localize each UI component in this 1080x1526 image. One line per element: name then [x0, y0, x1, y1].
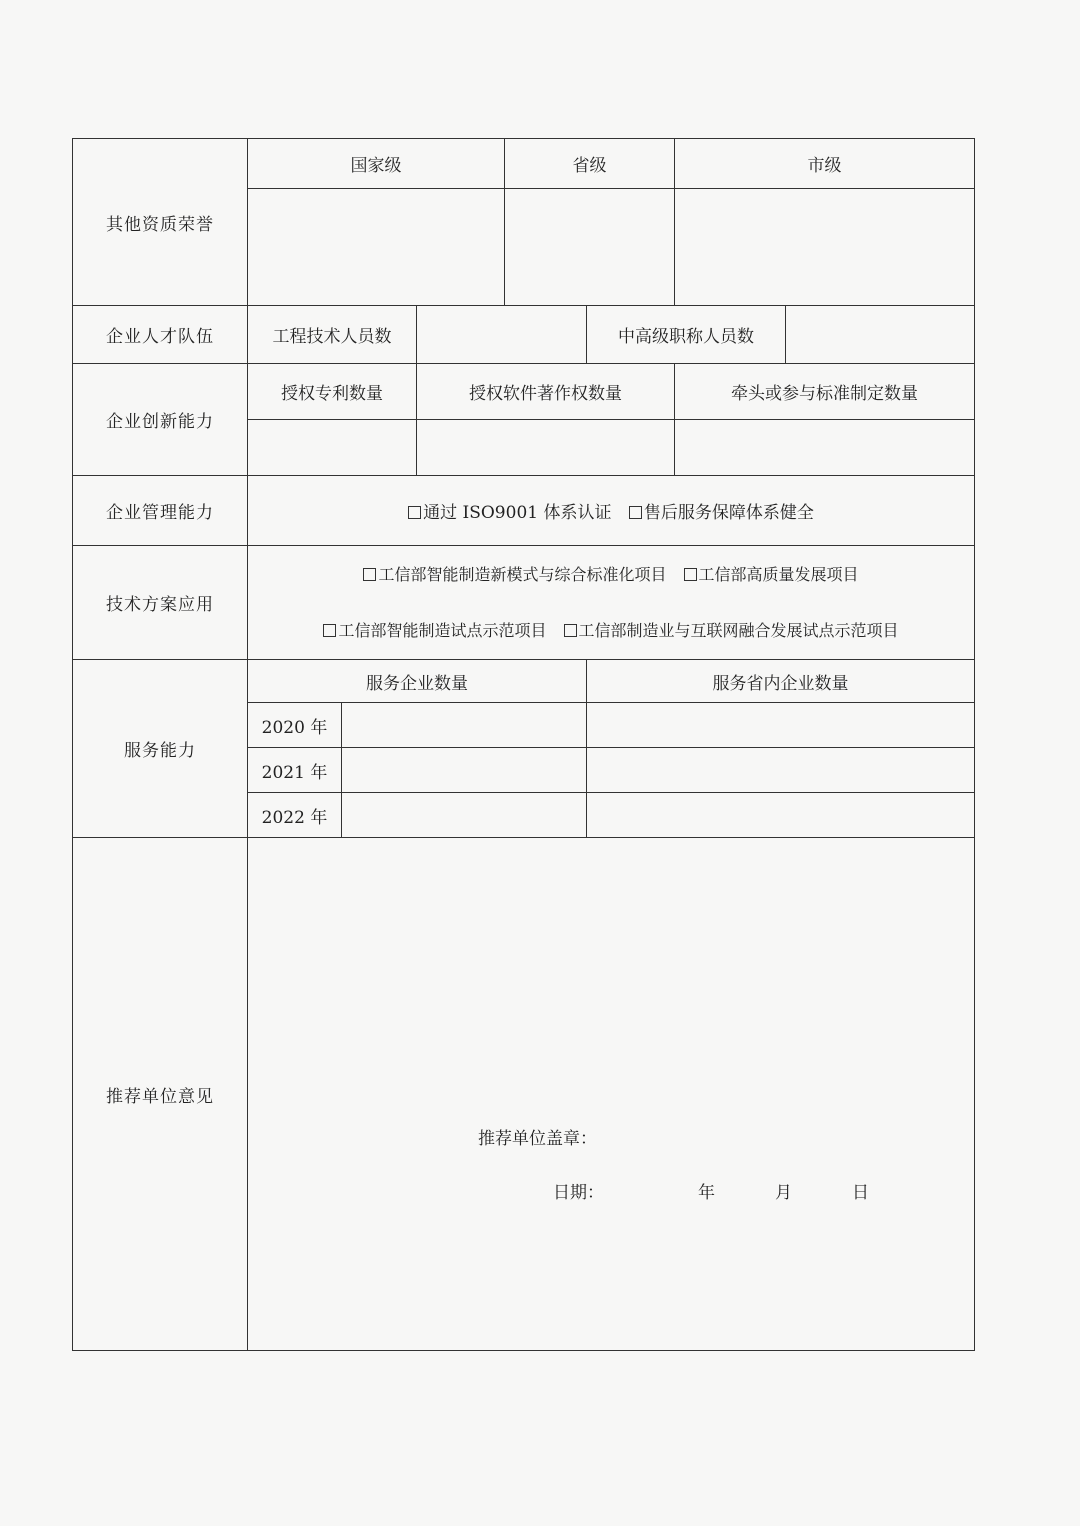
municipal-level-header: 市级	[675, 139, 975, 189]
checkbox-icon[interactable]	[408, 506, 421, 519]
talent-label: 企业人才队伍	[73, 306, 248, 364]
date-label: 日期：	[553, 1183, 604, 1203]
standards-value-cell[interactable]	[675, 420, 975, 476]
checkbox-icon[interactable]	[684, 568, 697, 581]
checkbox-icon[interactable]	[564, 624, 577, 637]
patents-value-cell[interactable]	[248, 420, 417, 476]
internet-integration-pilot-option[interactable]: 工信部制造业与互联网融合发展试点示范项目	[564, 621, 899, 640]
municipal-level-cell[interactable]	[675, 189, 975, 306]
provincial-count-2022-cell[interactable]	[587, 793, 975, 838]
recommendation-label: 推荐单位意见	[73, 838, 248, 1351]
patents-header: 授权专利数量	[248, 364, 417, 420]
innovation-label: 企业创新能力	[73, 364, 248, 476]
checkbox-icon[interactable]	[629, 506, 642, 519]
application-form-table	[72, 138, 975, 1351]
engineers-label: 工程技术人员数	[248, 306, 417, 364]
service-count-2020-cell[interactable]	[342, 703, 587, 748]
software-copyright-header: 授权软件著作权数量	[417, 364, 675, 420]
checkbox-icon[interactable]	[363, 568, 376, 581]
software-copyright-value-cell[interactable]	[417, 420, 675, 476]
provincial-count-2021-cell[interactable]	[587, 748, 975, 793]
service-count-2022-cell[interactable]	[342, 793, 587, 838]
checkbox-icon[interactable]	[323, 624, 336, 637]
national-level-cell[interactable]	[248, 189, 505, 306]
provincial-service-count-header: 服务省内企业数量	[587, 660, 975, 703]
tech-options-cell	[248, 546, 975, 660]
year-label: 2021 年	[248, 748, 342, 793]
provincial-level-cell[interactable]	[505, 189, 675, 306]
standards-header: 牵头或参与标准制定数量	[675, 364, 975, 420]
recommendation-area	[248, 838, 974, 1350]
recommendation-cell[interactable]	[248, 838, 975, 1351]
tech-label: 技术方案应用	[73, 546, 248, 660]
management-label: 企业管理能力	[73, 476, 248, 546]
seal-label: 推荐单位盖章：	[478, 1129, 597, 1149]
engineers-value-cell[interactable]	[417, 306, 587, 364]
smart-mfg-pilot-option[interactable]: 工信部智能制造试点示范项目	[323, 621, 546, 640]
iso9001-option[interactable]: 通过 ISO9001 体系认证	[408, 503, 611, 523]
provincial-count-2020-cell[interactable]	[587, 703, 975, 748]
titled-staff-value-cell[interactable]	[786, 306, 975, 364]
high-quality-dev-option[interactable]: 工信部高质量发展项目	[684, 565, 859, 584]
year-label: 2020 年	[248, 703, 342, 748]
year-label: 2022 年	[248, 793, 342, 838]
provincial-level-header: 省级	[505, 139, 675, 189]
service-label: 服务能力	[73, 660, 248, 838]
month-unit: 月	[775, 1183, 792, 1203]
service-count-2021-cell[interactable]	[342, 748, 587, 793]
service-count-header: 服务企业数量	[248, 660, 587, 703]
day-unit: 日	[852, 1183, 869, 1203]
smart-mfg-new-mode-option[interactable]: 工信部智能制造新模式与综合标准化项目	[363, 565, 666, 584]
date-line	[553, 1178, 869, 1203]
after-sales-option[interactable]: 售后服务保障体系健全	[629, 503, 814, 523]
management-options-cell	[248, 476, 975, 546]
titled-staff-label: 中高级职称人员数	[587, 306, 786, 364]
honors-label: 其他资质荣誉	[73, 139, 248, 306]
national-level-header: 国家级	[248, 139, 505, 189]
year-unit: 年	[698, 1183, 715, 1203]
